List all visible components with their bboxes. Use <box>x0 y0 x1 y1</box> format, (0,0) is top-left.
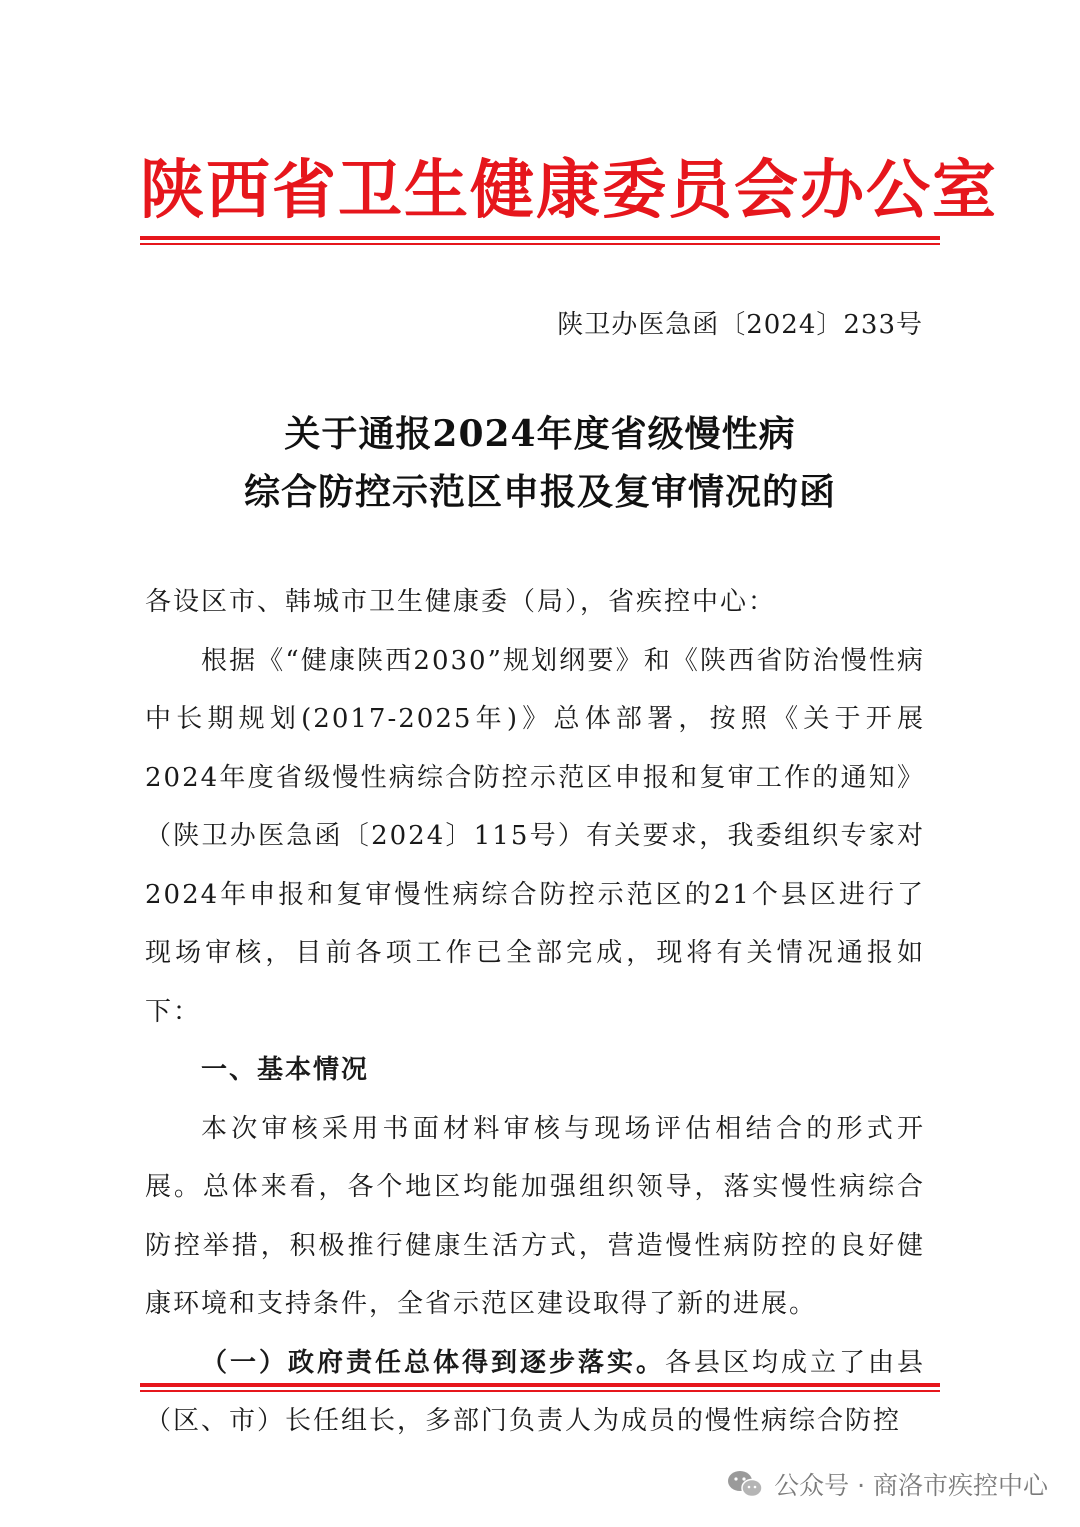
title-line-1: 关于通报2024年度省级慢性病 <box>284 413 796 455</box>
watermark-text: 公众号 · 商洛市疾控中心 <box>774 1471 1048 1500</box>
addressee: 各设区市、韩城市卫生健康委（局），省疾控中心： <box>145 587 777 617</box>
issuer-header: 陕西省卫生健康委员会办公室 <box>140 154 998 228</box>
section-heading-basic-situation: 一、基本情况 <box>201 1055 370 1085</box>
document-body <box>145 573 925 1451</box>
wechat-icon <box>726 1469 764 1499</box>
footer-red-rule <box>140 1383 940 1392</box>
document-title <box>140 405 940 521</box>
header-red-rule <box>140 236 940 245</box>
wechat-watermark <box>726 1462 1048 1506</box>
paragraph-government-responsibility-text: 各县区均成立了由县（区、市）长任组长，多部门负责人为成员的慢性病综合防控 <box>145 1347 925 1436</box>
paragraph-overview: 本次审核采用书面材料审核与现场评估相结合的形式开展。总体来看，各个地区均能加强组织领导，落实慢性病综合防控举措，积极推行健康生活方式，营造慢性病防控的良好健康环境和支持条件，全省示范区建设取得了新的进展。 <box>145 1113 925 1319</box>
title-line-2: 综合防控示范区申报及复审情况的函 <box>243 471 836 513</box>
paragraph-government-responsibility <box>145 1334 925 1451</box>
document-number: 陕卫办医急函〔2024〕233号 <box>557 310 923 340</box>
subheading-government-responsibility: （一）政府责任总体得到逐步落实。 <box>201 1347 665 1378</box>
paragraph-intro: 根据《“健康陕西2030”规划纲要》和《陕西省防治慢性病中长期规划(2017-2025年)》总体部署，按照《关于开展2024年度省级慢性病综合防控示范区申报和复审工作的通知》（陕卫办医急函〔2024〕115号）有关要求，我委组织专家对2024年申报和复审慢性病综合防控示范区的21个县区进行了现场审核，目前各项工作已全部完成，现将有关情况通报如下： <box>145 645 925 1027</box>
